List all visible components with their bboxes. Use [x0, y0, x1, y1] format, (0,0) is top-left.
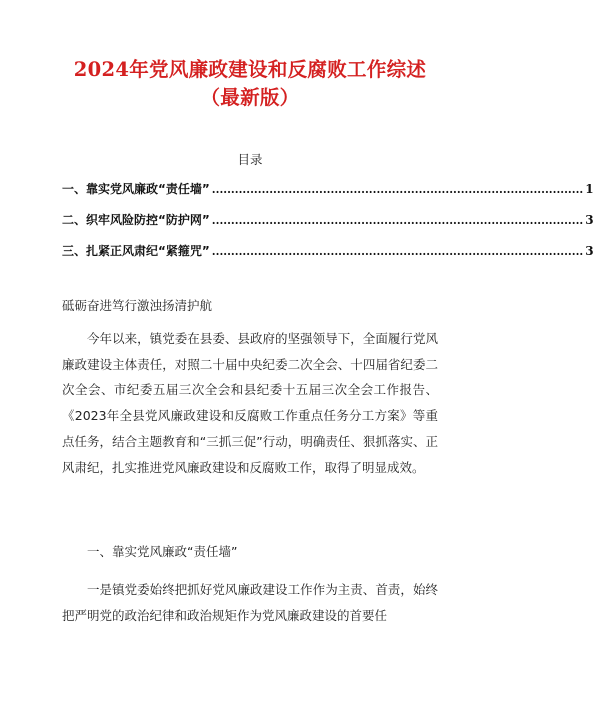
toc-item-3[interactable]: [62, 242, 594, 258]
toc-item-1[interactable]: [62, 180, 594, 196]
toc-leader-dots: .................................................................................................: [211, 183, 584, 196]
toc-leader-dots: .................................................................................................: [211, 245, 584, 258]
toc-leader-dots: .................................................................................................: [211, 214, 584, 227]
toc-item-label: 二、织牢风险防控“防护网”: [62, 213, 210, 227]
section-subtitle: 砥砺奋进笃行激浊扬清护航: [62, 298, 213, 313]
paragraph-section1: 一是镇党委始终把抓好党风廉政建设工作作为主责、首责，始终把严明党的政治纪律和政治规矩作为党风廉政建设的首要任: [62, 582, 438, 623]
toc-item-label: 一、靠实党风廉政“责任墙”: [62, 182, 210, 196]
toc-item-2[interactable]: [62, 211, 594, 227]
toc-heading: 目录: [237, 152, 263, 167]
paragraph-intro: 今年以来，镇党委在县委、县政府的坚强领导下，全面履行党风廉政建设主体责任，对照二十届中央纪委二次全会、十四届省纪委二次全会、市纪委五届三次全会和县纪委十五届三次全会工作报告、《2023年全县党风廉政建设和反腐败工作重点任务分工方案》等重点任务，结合主题教育和“三抓三促”行动，明确责任、狠抓落实、正风肃纪，扎实推进党风廉政建设和反腐败工作，取得了明显成效。: [62, 331, 438, 475]
toc-item-label: 三、扎紧正风肃纪“紧箍咒”: [62, 244, 210, 258]
toc-item-page: 3: [585, 213, 594, 227]
toc-item-page: 1: [585, 182, 594, 196]
section-heading-1: 一、靠实党风廉政“责任墙”: [87, 544, 238, 559]
title-line-1: 2024年党风廉政建设和反腐败工作综述: [73, 58, 427, 81]
document-title: [40, 56, 460, 112]
toc-item-page: 3: [585, 244, 594, 258]
title-line-2: （最新版）: [200, 86, 300, 109]
